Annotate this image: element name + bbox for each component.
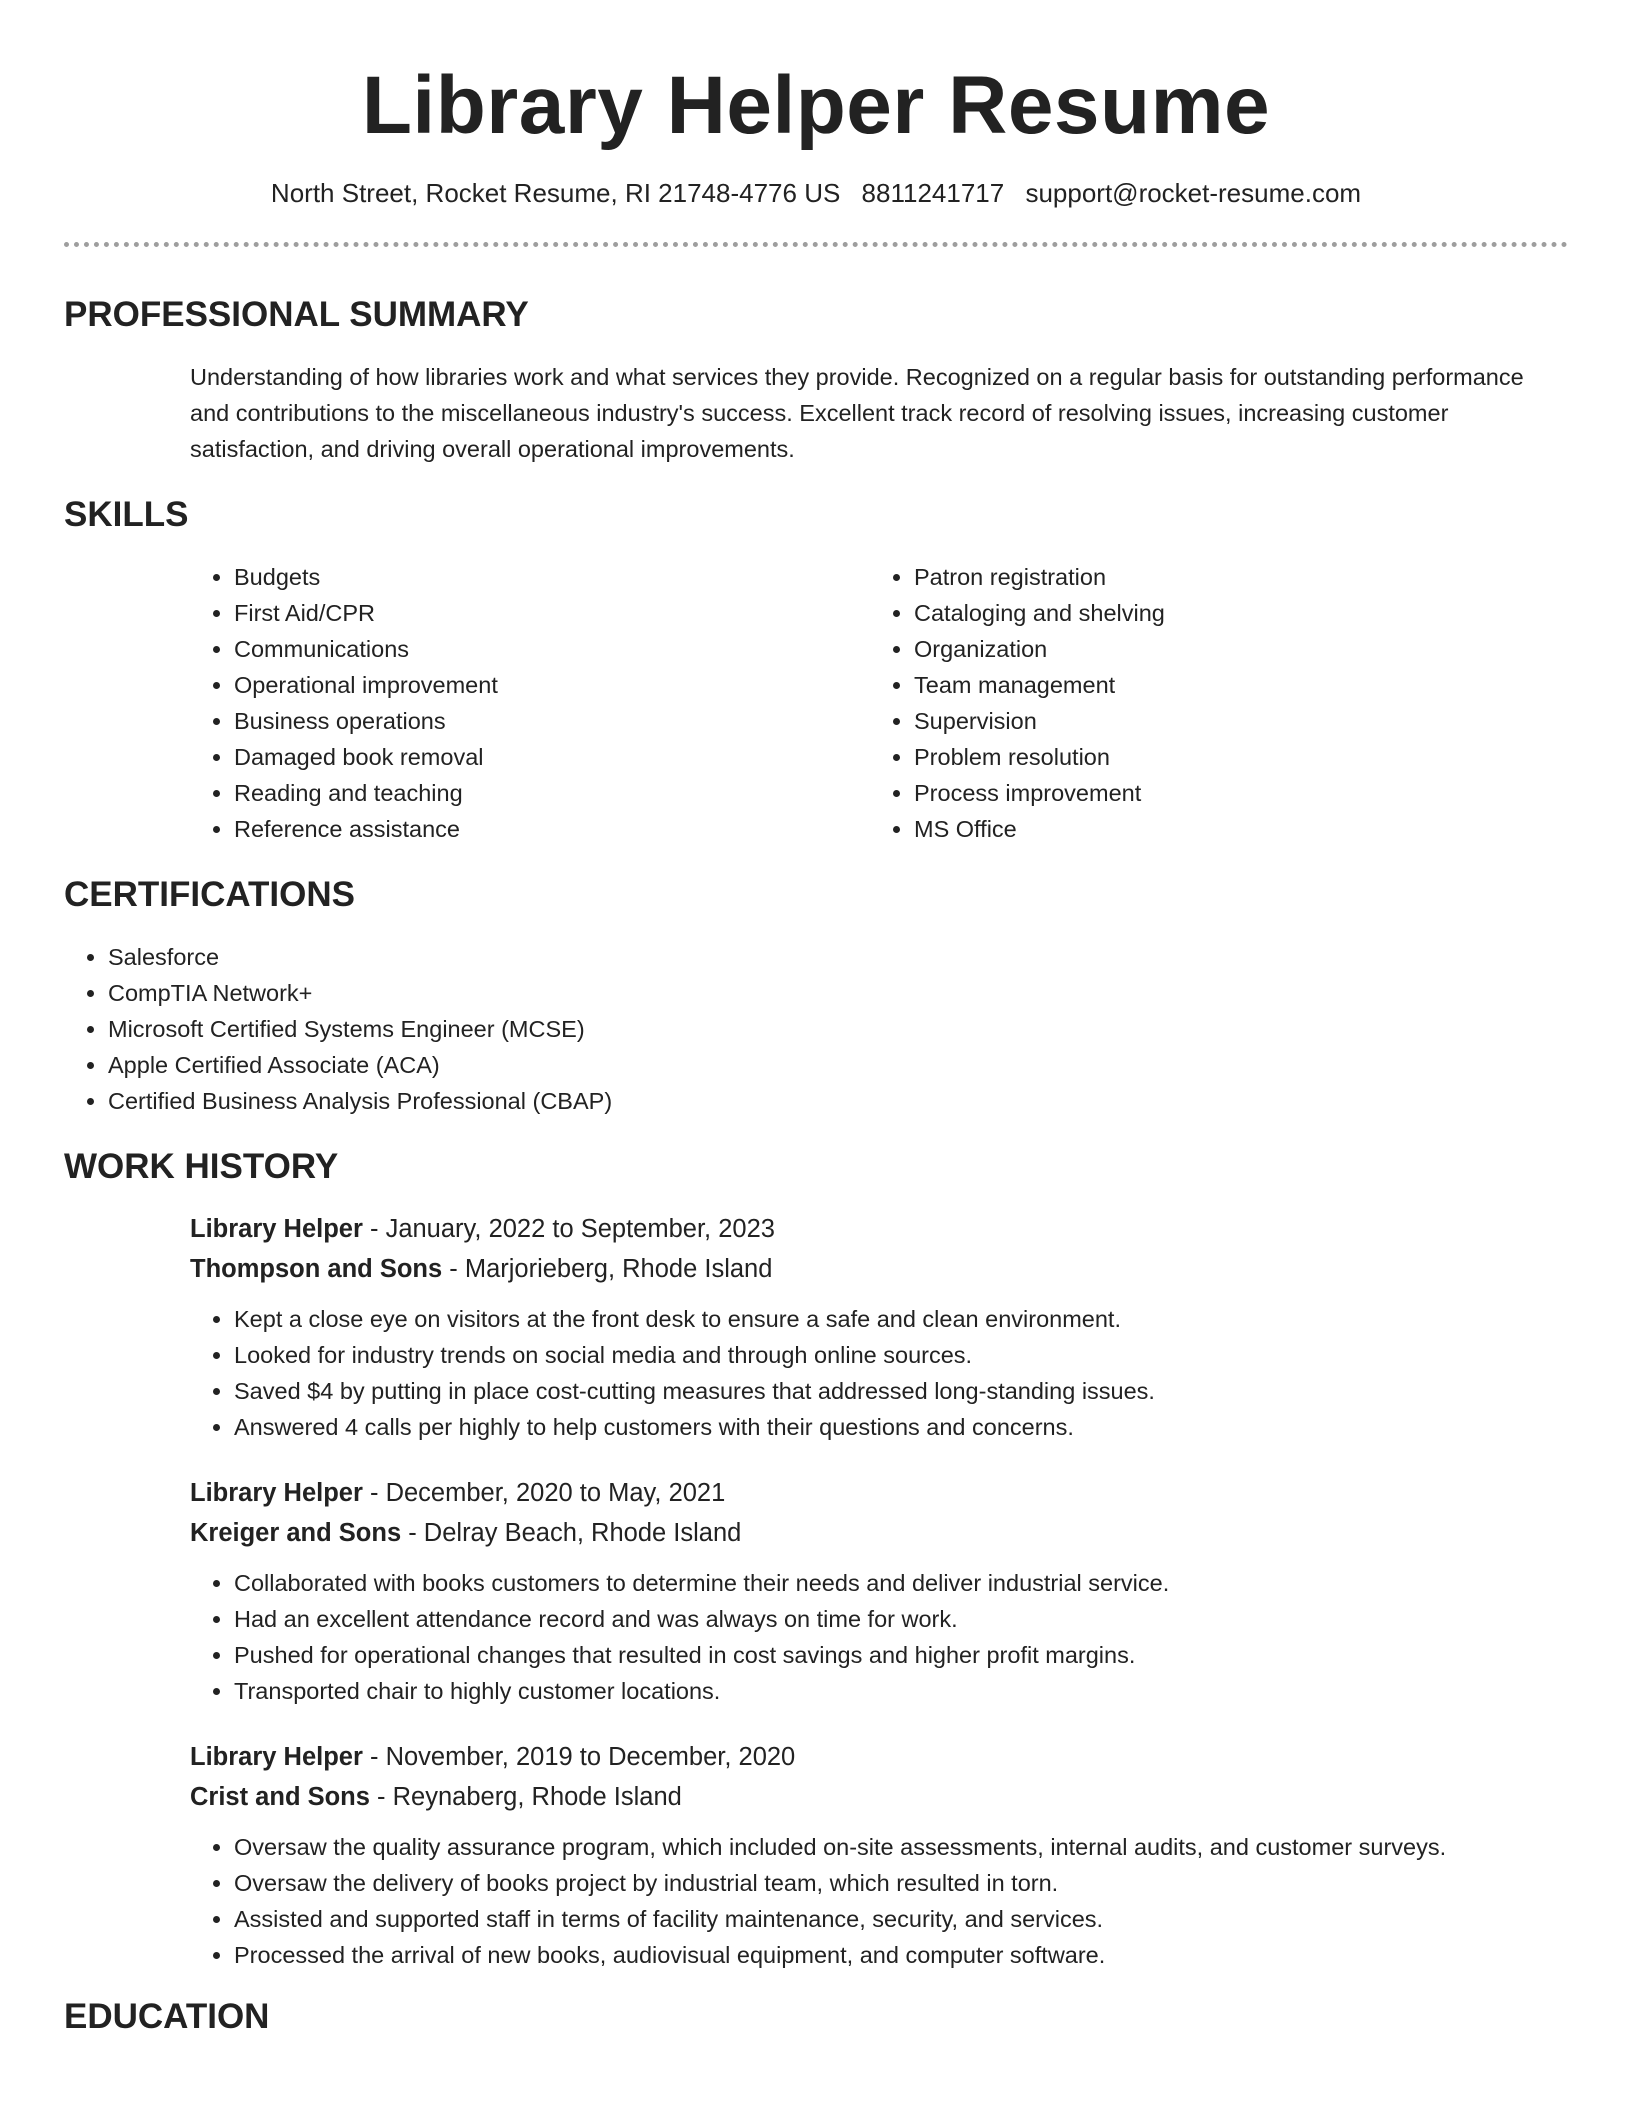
job-entry [190, 1737, 1568, 1973]
skills-heading: SKILLS [64, 495, 189, 534]
job-title: Library Helper [190, 1479, 363, 1507]
skill-item: • Organization [914, 631, 1550, 667]
work-history-section [64, 1145, 1568, 1973]
job-company: Thompson and Sons [190, 1255, 443, 1283]
resume-page [64, 0, 1568, 2039]
skill-item: • Damaged book removal [234, 739, 870, 775]
job-duty-item: • Had an excellent attendance record and was always on time for work. [234, 1601, 1568, 1637]
job-duty-item: • Saved $4 by putting in place cost-cutting measures that addressed long-standing issues. [234, 1373, 1568, 1409]
skill-item: • Reading and teaching [234, 775, 870, 811]
job-duty-item: • Collaborated with books customers to determine their needs and deliver industrial service. [234, 1565, 1568, 1601]
skill-item: • Business operations [234, 703, 870, 739]
job-location: - Reynaberg, Rhode Island [369, 1783, 682, 1811]
certifications-list [64, 939, 1568, 1119]
skill-item: • Operational improvement [234, 667, 870, 703]
contact-info [64, 176, 1568, 210]
skill-item: • Supervision [914, 703, 1550, 739]
skill-item: • Patron registration [914, 559, 1550, 595]
job-duties-list [190, 1829, 1568, 1973]
skill-item: • Team management [914, 667, 1550, 703]
summary-heading: PROFESSIONAL SUMMARY [64, 295, 529, 334]
job-title-line [190, 1473, 1568, 1513]
certification-item: • Apple Certified Associate (ACA) [108, 1047, 1568, 1083]
contact-phone: 8811241717 [861, 178, 1005, 208]
certification-item: • Certified Business Analysis Professional (CBAP) [108, 1083, 1568, 1119]
job-title-line [190, 1209, 1568, 1249]
header-divider [64, 242, 1568, 247]
job-dates: - January, 2022 to September, 2023 [362, 1215, 775, 1243]
job-title: Library Helper [190, 1215, 363, 1243]
job-company: Kreiger and Sons [190, 1519, 402, 1547]
contact-email: support@rocket-resume.com [1025, 178, 1362, 208]
skill-item: • Problem resolution [914, 739, 1550, 775]
job-entry [190, 1209, 1568, 1445]
certifications-section [64, 873, 1568, 1119]
job-company-line [190, 1249, 1568, 1289]
skill-item: • Budgets [234, 559, 870, 595]
job-duty-item: • Transported chair to highly customer locations. [234, 1673, 1568, 1709]
skills-section [64, 493, 1568, 847]
job-dates: - November, 2019 to December, 2020 [362, 1743, 796, 1771]
job-title-line [190, 1737, 1568, 1777]
education-heading: EDUCATION [64, 1997, 270, 2036]
job-dates: - December, 2020 to May, 2021 [362, 1479, 726, 1507]
skills-list-right [870, 559, 1550, 847]
contact-address: North Street, Rocket Resume, RI 21748-4776 US [270, 178, 841, 208]
skill-item: • Reference assistance [234, 811, 870, 847]
job-location: - Delray Beach, Rhode Island [401, 1519, 742, 1547]
job-duty-item: • Oversaw the quality assurance program, which included on-site assessments, internal audits, and customer surveys. [234, 1829, 1568, 1865]
certification-item: • Salesforce [108, 939, 1568, 975]
skill-item: • MS Office [914, 811, 1550, 847]
job-location: - Marjorieberg, Rhode Island [442, 1255, 773, 1283]
job-duty-item: • Processed the arrival of new books, audiovisual equipment, and computer software. [234, 1937, 1568, 1973]
jobs-list [190, 1209, 1568, 1973]
job-duty-item: • Kept a close eye on visitors at the front desk to ensure a safe and clean environment. [234, 1301, 1568, 1337]
skill-item: • First Aid/CPR [234, 595, 870, 631]
skills-columns [190, 559, 1568, 847]
skill-item: • Cataloging and shelving [914, 595, 1550, 631]
education-section [64, 1995, 1568, 2039]
certification-item: • Microsoft Certified Systems Engineer (MCSE) [108, 1011, 1568, 1047]
job-duties-list [190, 1301, 1568, 1445]
job-company-line [190, 1513, 1568, 1553]
job-duty-item: • Looked for industry trends on social media and through online sources. [234, 1337, 1568, 1373]
resume-title: Library Helper Resume [361, 60, 1271, 151]
skills-column-right [870, 559, 1550, 847]
skills-list-left [190, 559, 870, 847]
summary-text: Understanding of how libraries work and what services they provide. Recognized on a regular basis for outstanding performance and contributions to the miscellaneous industry's success. Excellent track record of resolving issues, increasing customer satisfaction, and driving overall operational improvements. [190, 364, 1524, 462]
work-history-heading: WORK HISTORY [64, 1147, 339, 1186]
certifications-heading: CERTIFICATIONS [64, 875, 356, 914]
job-company: Crist and Sons [190, 1783, 370, 1811]
skills-column-left [190, 559, 870, 847]
job-entry [190, 1473, 1568, 1709]
skill-item: • Process improvement [914, 775, 1550, 811]
job-company-line [190, 1777, 1568, 1817]
job-title: Library Helper [190, 1743, 363, 1771]
summary-section [64, 293, 1568, 467]
certification-item: • CompTIA Network+ [108, 975, 1568, 1011]
job-duty-item: • Answered 4 calls per highly to help customers with their questions and concerns. [234, 1409, 1568, 1445]
job-duty-item: • Pushed for operational changes that resulted in cost savings and higher profit margins. [234, 1637, 1568, 1673]
job-duty-item: • Oversaw the delivery of books project by industrial team, which resulted in torn. [234, 1865, 1568, 1901]
job-duties-list [190, 1565, 1568, 1709]
skill-item: • Communications [234, 631, 870, 667]
job-duty-item: • Assisted and supported staff in terms of facility maintenance, security, and services. [234, 1901, 1568, 1937]
